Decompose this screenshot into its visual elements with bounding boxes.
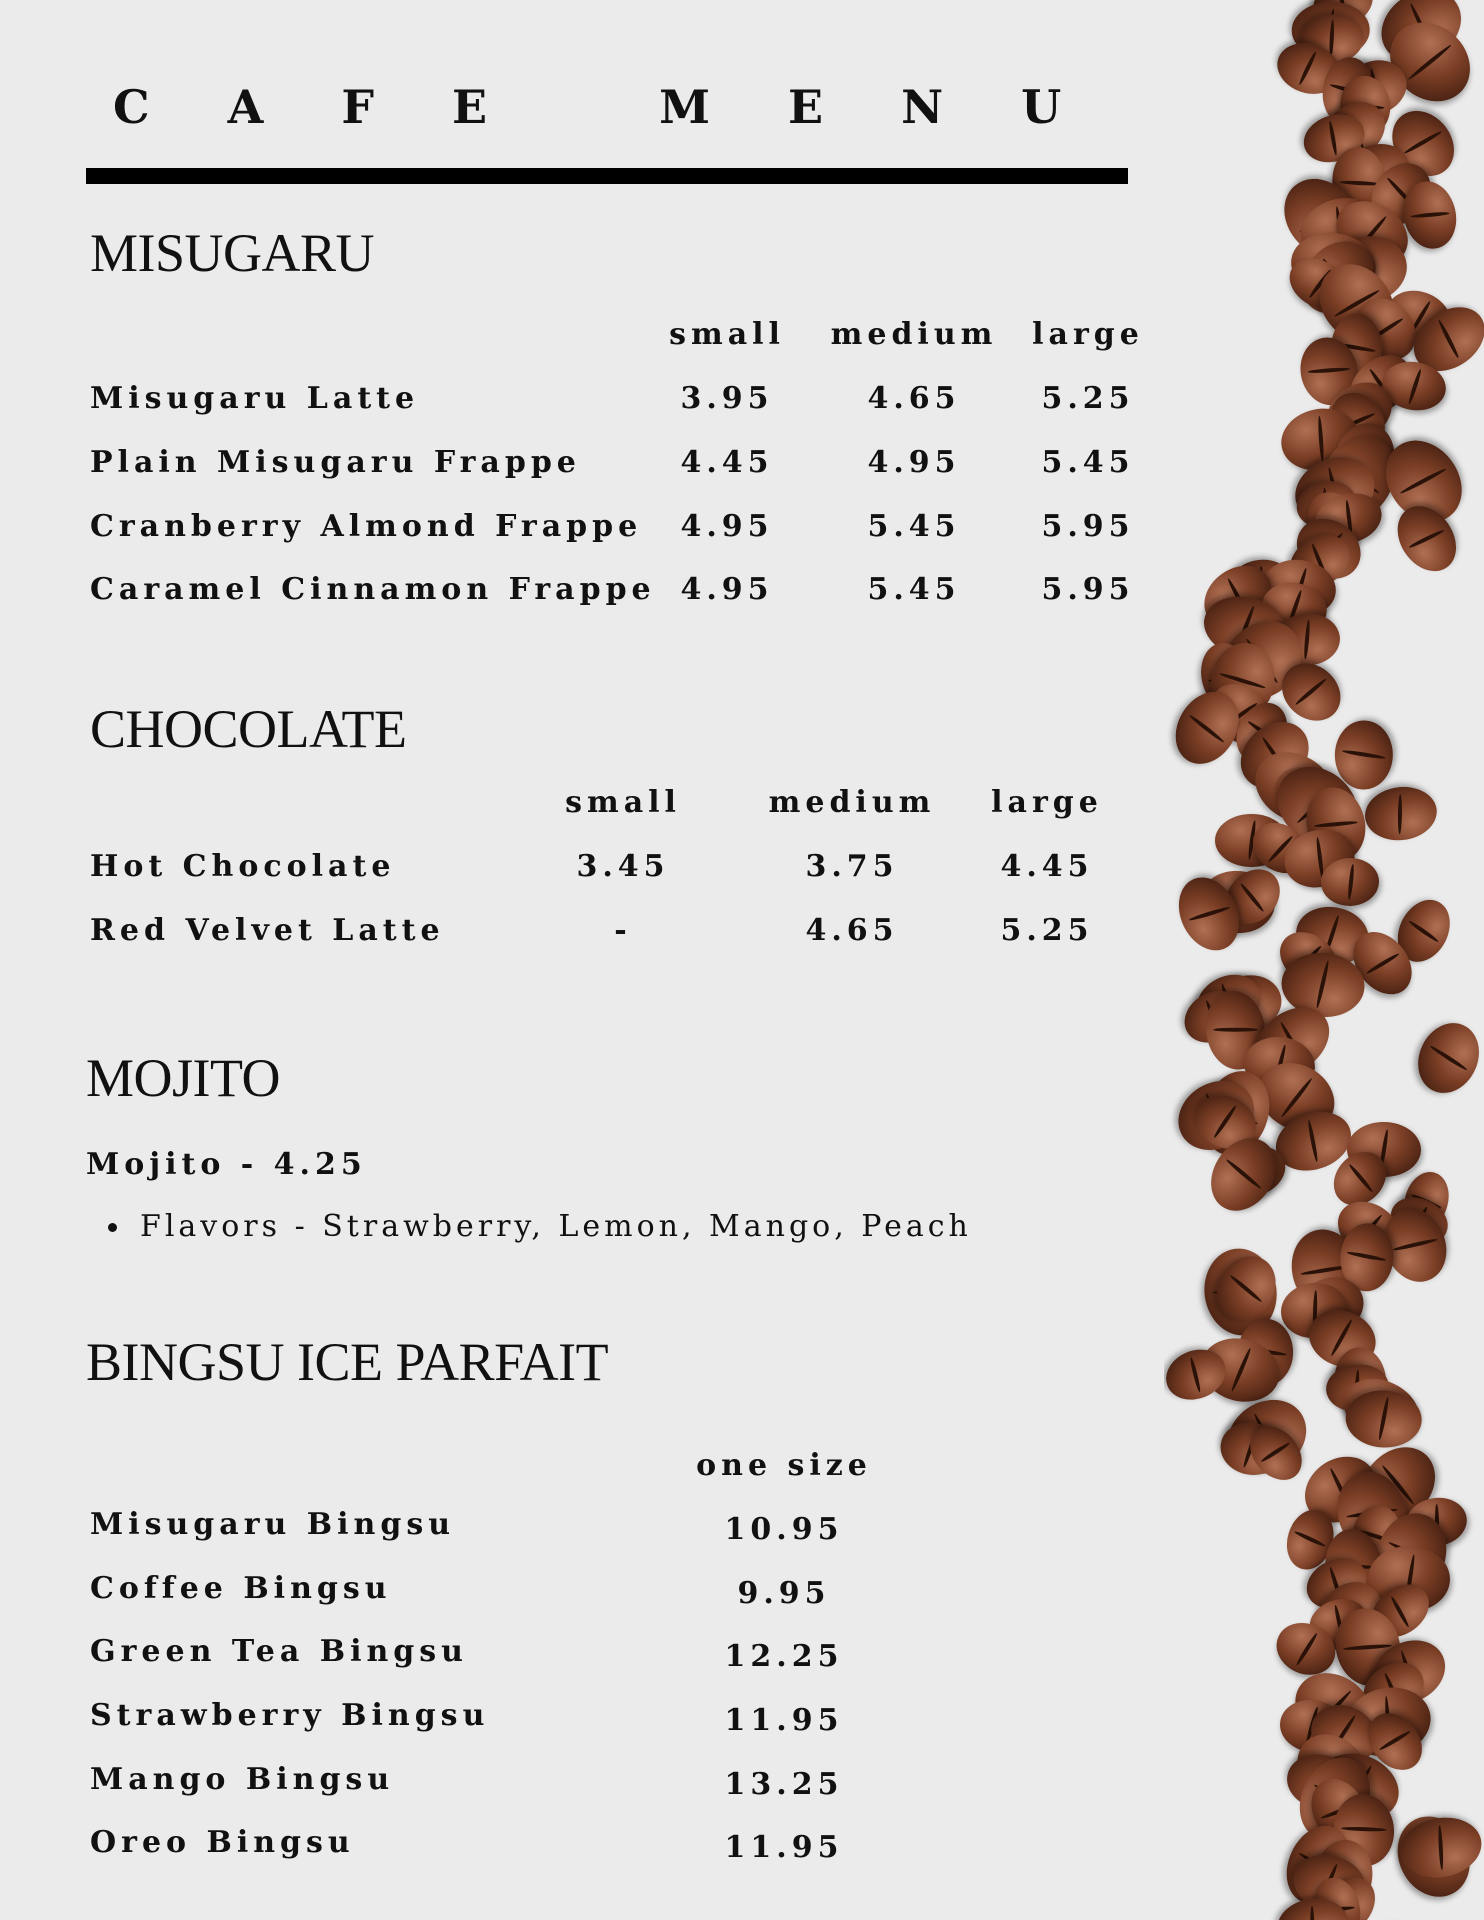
- coffee-bean-icon: [1362, 783, 1440, 844]
- title-divider: [86, 168, 1128, 184]
- coffee-bean-icon: [1320, 857, 1380, 907]
- menu-item-name: Green Tea Bingsu: [90, 1634, 468, 1669]
- column-header-one-size: one size: [696, 1448, 872, 1483]
- price-large: 5.25: [1041, 381, 1135, 416]
- price-small: 4.95: [680, 509, 774, 544]
- price-medium: 3.75: [805, 849, 899, 884]
- price-small: 3.95: [680, 381, 774, 416]
- bullet-icon: [108, 1223, 117, 1232]
- coffee-beans-decoration: [1164, 0, 1484, 1920]
- menu-item-name: Misugaru Bingsu: [90, 1507, 456, 1542]
- price-large: 5.95: [1041, 509, 1135, 544]
- price-small: -: [614, 913, 632, 948]
- section-heading-misugaru: MISUGARU: [90, 223, 375, 283]
- price-one-size: 11.95: [724, 1830, 844, 1865]
- column-header-small: small: [565, 785, 681, 820]
- column-header-small: small: [669, 317, 785, 352]
- price-one-size: 13.25: [724, 1767, 844, 1802]
- menu-item-name: Strawberry Bingsu: [90, 1698, 490, 1733]
- price-large: 5.45: [1041, 445, 1135, 480]
- menu-item-name: Misugaru Latte: [90, 381, 420, 416]
- price-small: 3.45: [576, 849, 670, 884]
- column-header-medium: medium: [830, 317, 998, 352]
- price-medium: 5.45: [867, 572, 961, 607]
- coffee-bean-icon: [1334, 719, 1393, 789]
- mojito-flavors: Flavors - Strawberry, Lemon, Mango, Peach: [140, 1209, 972, 1244]
- price-large: 5.25: [1000, 913, 1094, 948]
- column-header-medium: medium: [768, 785, 936, 820]
- section-heading-mojito: MOJITO: [86, 1048, 281, 1108]
- menu-item-name: Coffee Bingsu: [90, 1571, 392, 1606]
- menu-item-name: Red Velvet Latte: [90, 913, 445, 948]
- mojito-price-line: Mojito - 4.25: [86, 1147, 367, 1182]
- menu-item-name: Plain Misugaru Frappe: [90, 445, 581, 480]
- column-header-large: large: [1032, 317, 1144, 352]
- price-small: 4.45: [680, 445, 774, 480]
- menu-item-name: Hot Chocolate: [90, 849, 396, 884]
- price-small: 4.95: [680, 572, 774, 607]
- price-large: 5.95: [1041, 572, 1135, 607]
- menu-item-name: Mango Bingsu: [90, 1762, 395, 1797]
- menu-item-name: Oreo Bingsu: [90, 1825, 355, 1860]
- price-one-size: 9.95: [737, 1576, 831, 1611]
- price-one-size: 10.95: [724, 1512, 844, 1547]
- page-title: C A F E M E N U: [113, 80, 1093, 134]
- price-medium: 4.95: [867, 445, 961, 480]
- price-medium: 4.65: [867, 381, 961, 416]
- price-one-size: 12.25: [724, 1639, 844, 1674]
- price-large: 4.45: [1000, 849, 1094, 884]
- section-heading-chocolate: CHOCOLATE: [90, 699, 407, 759]
- price-medium: 4.65: [805, 913, 899, 948]
- price-one-size: 11.95: [724, 1703, 844, 1738]
- price-medium: 5.45: [867, 509, 961, 544]
- column-header-large: large: [991, 785, 1103, 820]
- section-heading-bingsu: BINGSU ICE PARFAIT: [86, 1332, 609, 1392]
- coffee-bean-icon: [1408, 1013, 1484, 1102]
- menu-item-name: Caramel Cinnamon Frappe: [90, 572, 656, 607]
- menu-item-name: Cranberry Almond Frappe: [90, 509, 643, 544]
